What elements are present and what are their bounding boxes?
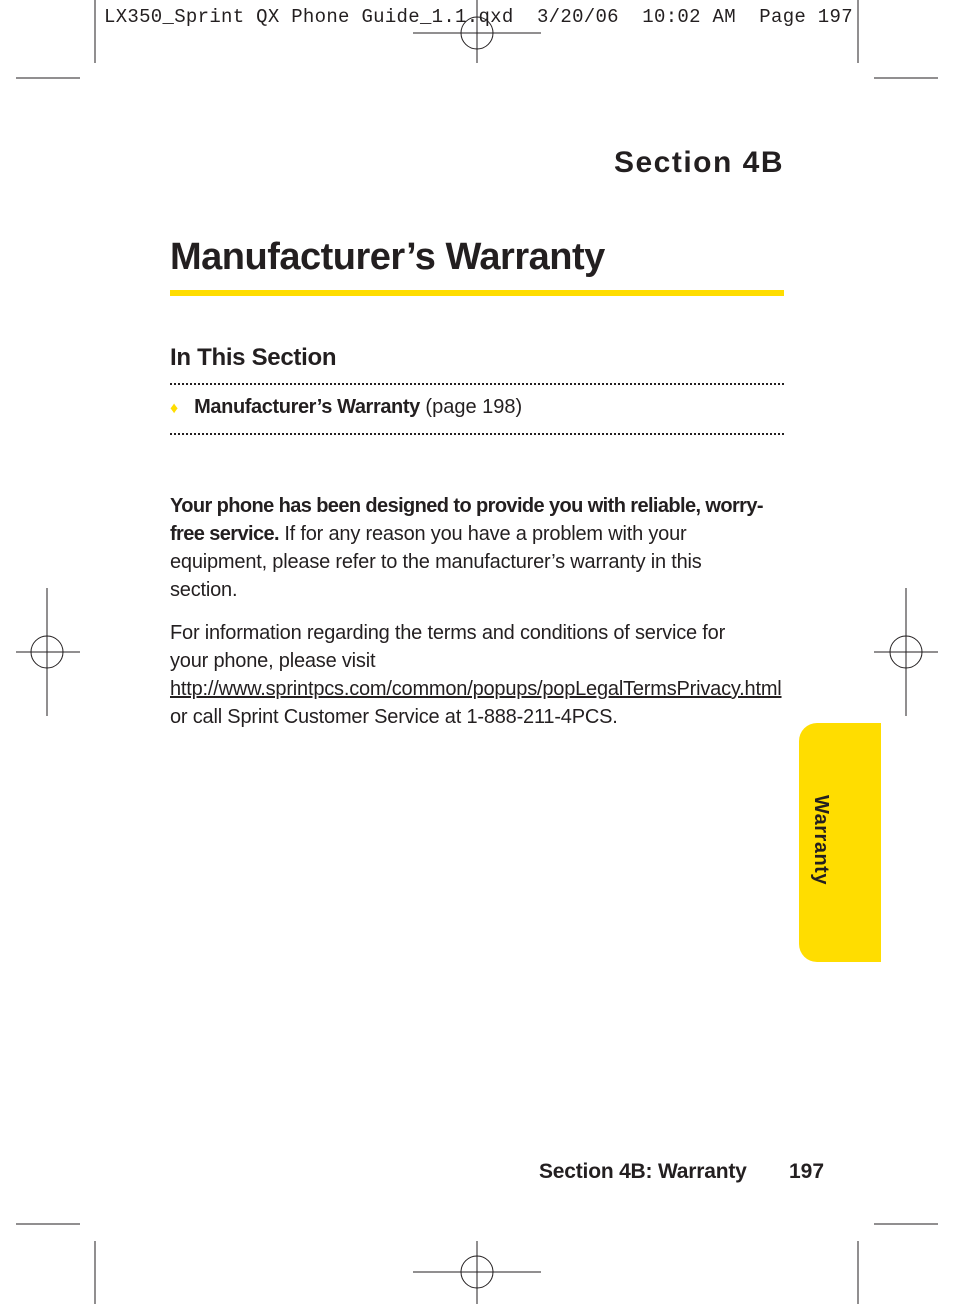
dotted-divider-bottom — [170, 433, 784, 435]
footer-section-label: Section 4B: Warranty — [539, 1160, 747, 1183]
footer-page-number: 197 — [789, 1160, 825, 1183]
info-rest-text: or call Sprint Customer Service at 1-888-211-4PCS. — [170, 706, 618, 728]
title-underline — [170, 290, 784, 296]
page-title: Manufacturer’s Warranty — [170, 236, 605, 278]
intro-lead-text: Your phone has been designed to provide you with reliable, worry-free service. — [170, 495, 763, 545]
dotted-divider-top — [170, 383, 784, 385]
diamond-bullet-icon: ♦ — [170, 400, 179, 417]
legal-terms-link[interactable]: http://www.sprintpcs.com/common/popups/popLegalTermsPrivacy.html — [170, 678, 782, 700]
info-paragraph — [170, 619, 782, 731]
section-number: Section 4B — [613, 146, 784, 179]
intro-rest-text: If for any reason you have a problem with your equipment, please refer to the manufacturer’s warranty in this section. — [170, 523, 702, 601]
print-slug-line: LX350_Sprint QX Phone Guide_1.1.qxd 3/20/06 10:02 AM Page 197 — [104, 6, 853, 28]
toc-item-label[interactable]: Manufacturer’s Warranty — [194, 396, 420, 418]
in-this-section-heading: In This Section — [170, 344, 337, 371]
side-tab-label: Warranty — [810, 795, 832, 885]
info-text: For information regarding the terms and conditions of service for your phone, please visit — [170, 622, 726, 672]
intro-paragraph — [170, 492, 770, 604]
toc-item-page-ref: (page 198) — [425, 396, 523, 418]
toc-item[interactable] — [170, 396, 522, 419]
